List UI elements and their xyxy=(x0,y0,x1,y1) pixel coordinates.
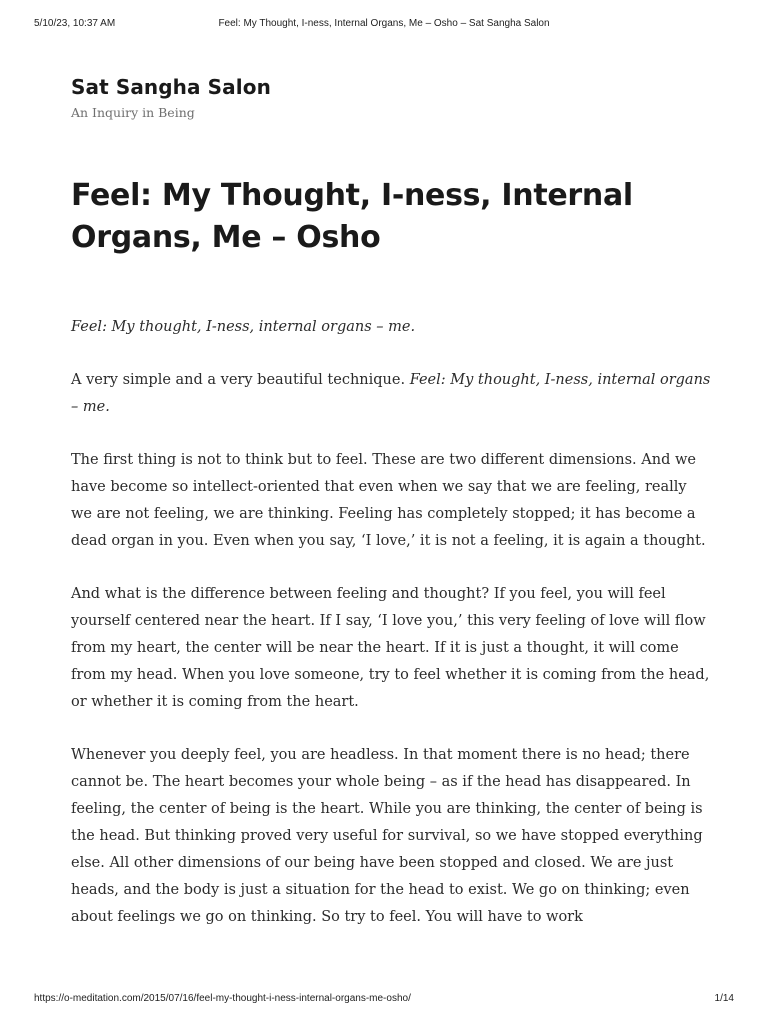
paragraph-5: Whenever you deeply feel, you are headless. In that moment there is no head; there cannot be. The heart becomes your whole being – as if the head has disappeared. In feeling, the center of being is the heart. While you are thinking, the center of being is the head. But thinking proved very useful for survival, so we have stopped everything else. All other dimensions of our being have been stopped and closed. We are just heads, and the body is just a situation for the head to exist. We go on thinking; even about feelings we go on thinking. So try to feel. You will have to work xyxy=(71,747,703,925)
article-content xyxy=(71,314,711,957)
paragraph-4: And what is the difference between feeling and thought? If you feel, you will feel yourself centered near the heart. If I say, ‘I love you,’ this very feeling of love will flow from my heart, the center will be near the heart. If it is just a thought, it will come from my head. When you love someone, try to feel whether it is coming from the head, or whether it is coming from the heart. xyxy=(71,586,710,710)
print-footer xyxy=(34,993,734,1007)
page-url: https://o-meditation.com/2015/07/16/feel-my-thought-i-ness-internal-organs-me-osho/ xyxy=(34,993,411,1004)
site-tagline: An Inquiry in Being xyxy=(71,105,195,120)
article-title: Feel: My Thought, I-ness, Internal Organs, Me – Osho xyxy=(71,178,633,255)
page-number: 1/14 xyxy=(714,993,734,1004)
paragraph-2 xyxy=(71,367,711,421)
paragraph-3: The first thing is not to think but to feel. These are two different dimensions. And we have become so intellect-oriented that even when we say that we are feeling, really we are not feeling, we are thinking. Feeling has completely stopped; it has become a dead organ in you. Even when you say, ‘I love,’ it is not a feeling, it is again a thought. xyxy=(71,452,706,549)
paragraph-2-text: A very simple and a very beautiful technique. xyxy=(71,372,410,388)
print-header xyxy=(34,18,734,32)
print-date: 5/10/23, 10:37 AM xyxy=(34,18,116,29)
print-document-title: Feel: My Thought, I-ness, Internal Organs, Me – Osho – Sat Sangha Salon xyxy=(218,18,550,29)
technique-quote: Feel: My thought, I-ness, internal organs – me. xyxy=(71,319,416,335)
paragraph-1 xyxy=(71,314,711,341)
technique-quote-inline: Feel: My thought, I-ness, internal organs – me. xyxy=(71,372,711,415)
site-title-link[interactable]: Sat Sangha Salon xyxy=(71,75,271,99)
site-header xyxy=(71,74,701,121)
